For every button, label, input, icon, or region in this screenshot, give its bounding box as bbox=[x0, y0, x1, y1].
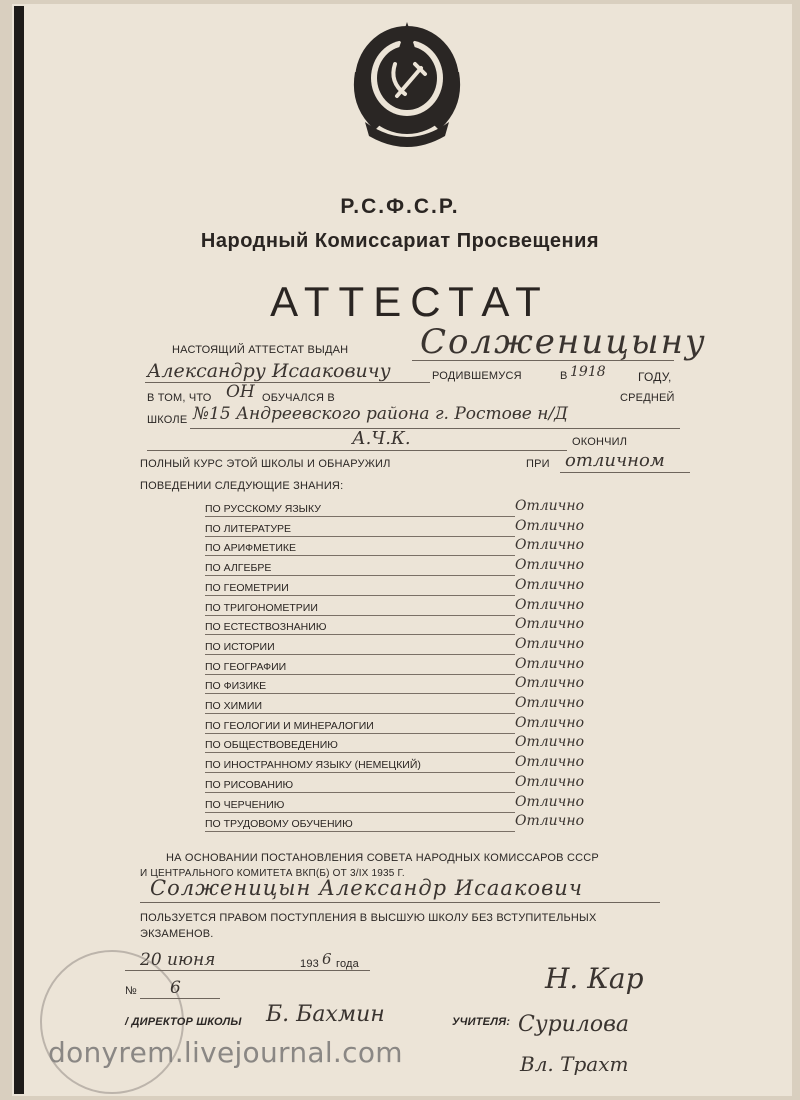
number-label: № bbox=[125, 985, 138, 997]
subject-grade: Отлично bbox=[515, 655, 585, 672]
subject-grade: Отлично bbox=[515, 695, 585, 711]
subject-name: ПО ТРИГОНОМЕТРИИ bbox=[205, 601, 318, 614]
subject-grade: Отлично bbox=[515, 596, 585, 613]
subject-grade: Отлично bbox=[515, 498, 585, 514]
conduct-grade: отличном bbox=[565, 450, 665, 471]
subject-grade: Отлично bbox=[515, 616, 585, 633]
basis-line-4: ЭКЗАМЕНОВ. bbox=[140, 928, 214, 940]
subject-grade: Отлично bbox=[515, 773, 585, 790]
subject-name: ПО ГЕОГРАФИИ bbox=[205, 660, 287, 673]
teacher-signature-3: Вл. Трахт bbox=[520, 1052, 629, 1076]
director-signature: Б. Бахмин bbox=[266, 1002, 385, 1027]
date-year-prefix: 193 bbox=[300, 958, 319, 970]
subject-grade: Отлично bbox=[515, 714, 585, 731]
teacher-signature-2: Сурилова bbox=[518, 1012, 630, 1037]
region: А.Ч.К. bbox=[352, 428, 411, 449]
teacher-signature-1: Н. Кар bbox=[545, 962, 644, 995]
subject-grade: Отлично bbox=[515, 557, 585, 574]
label-with: ПРИ bbox=[526, 458, 550, 470]
school-name: №15 Андреевского района г. Ростове н/Д bbox=[193, 404, 568, 424]
subject-name: ПО ИСТОРИИ bbox=[205, 640, 275, 653]
subject-name: ПО АРИФМЕТИКЕ bbox=[205, 542, 296, 555]
date-year-label: года bbox=[336, 958, 359, 970]
subject-grade: Отлично bbox=[515, 675, 585, 692]
subject-name: ПО РИСОВАНИЮ bbox=[205, 778, 294, 791]
subject-grade: Отлично bbox=[515, 635, 585, 652]
subject-grade: Отлично bbox=[515, 537, 585, 554]
subject-name: ПО ХИМИИ bbox=[205, 700, 263, 712]
subject-row bbox=[205, 815, 625, 835]
subject-name: ПО ИНОСТРАННОМУ ЯЗЫКУ (НЕМЕЦКИЙ) bbox=[205, 759, 421, 772]
subject-name: ПО ТРУДОВОМУ ОБУЧЕНИЮ bbox=[205, 818, 353, 831]
subject-name: ПО ОБЩЕСТВОВЕДЕНИЮ bbox=[205, 739, 338, 752]
label-knowledge: ПОВЕДЕНИИ СЛЕДУЮЩИЕ ЗНАНИЯ: bbox=[140, 480, 344, 492]
basis-line-1: НА ОСНОВАНИИ ПОСТАНОВЛЕНИЯ СОВЕТА НАРОДНЫХ КОМИССАРОВ СССР bbox=[166, 852, 599, 864]
subject-grade: Отлично bbox=[515, 754, 585, 771]
label-school: ШКОЛЕ bbox=[147, 414, 188, 426]
binding-edge bbox=[14, 6, 24, 1094]
recipient-surname: Солженицыну bbox=[420, 322, 707, 362]
subject-name: ПО ЧЕРЧЕНИЮ bbox=[205, 798, 285, 811]
subject-name: ПО ЕСТЕСТВОЗНАНИЮ bbox=[205, 621, 327, 634]
subject-name: ПО ЛИТЕРАТУРЕ bbox=[205, 522, 292, 535]
republic-heading: Р.С.Ф.С.Р. bbox=[340, 195, 460, 218]
subject-grade: Отлично bbox=[515, 734, 585, 751]
subject-name: ПО АЛГЕБРЕ bbox=[205, 562, 272, 575]
watermark: donyrem.livejournal.com bbox=[48, 1036, 403, 1069]
label-in: В bbox=[560, 370, 568, 382]
subject-name: ПО ГЕОМЕТРИИ bbox=[205, 581, 289, 594]
basis-line-2: И ЦЕНТРАЛЬНОГО КОМИТЕТА ВКП(Б) ОТ 3/IX 1935 Г. bbox=[140, 868, 405, 879]
document-title: АТТЕСТАТ bbox=[270, 278, 550, 325]
subject-name: ПО РУССКОМУ ЯЗЫКУ bbox=[205, 503, 321, 515]
date-day-month: 20 июня bbox=[140, 950, 216, 970]
label-born: РОДИВШЕМУСЯ bbox=[432, 370, 522, 382]
label-course: ПОЛНЫЙ КУРС ЭТОЙ ШКОЛЫ И ОБНАРУЖИЛ bbox=[140, 458, 391, 470]
teachers-label: УЧИТЕЛЯ: bbox=[452, 1016, 511, 1028]
basis-line-3: ПОЛЬЗУЕТСЯ ПРАВОМ ПОСТУПЛЕНИЯ В ВЫСШУЮ ШКОЛУ БЕЗ ВСТУПИТЕЛЬНЫХ bbox=[140, 912, 597, 924]
subject-name: ПО ФИЗИКЕ bbox=[205, 680, 267, 693]
director-label: / ДИРЕКТОР ШКОЛЫ bbox=[125, 1016, 242, 1028]
subject-grade: Отлично bbox=[515, 813, 585, 830]
ministry-heading: Народный Комиссариат Просвещения bbox=[200, 230, 600, 252]
subject-grade: Отлично bbox=[515, 517, 585, 534]
subject-grade: Отлично bbox=[515, 576, 585, 593]
subject-name: ПО ГЕОЛОГИИ И МИНЕРАЛОГИИ bbox=[205, 719, 374, 732]
recipient-name: Александру Исааковичу bbox=[147, 360, 391, 382]
label-studied: ОБУЧАЛСЯ В bbox=[262, 392, 335, 404]
full-name: Солженицын Александр Исаакович bbox=[150, 876, 583, 900]
rsfsr-emblem-icon bbox=[335, 12, 480, 157]
label-finished: ОКОНЧИЛ bbox=[572, 436, 628, 448]
label-year: ГОДУ, bbox=[638, 370, 672, 384]
pronoun: ОН bbox=[226, 382, 255, 402]
label-issued: НАСТОЯЩИЙ АТТЕСТАТ ВЫДАН bbox=[172, 344, 349, 356]
date-year-suffix: 6 bbox=[322, 950, 332, 968]
birth-year: 1918 bbox=[570, 364, 606, 380]
subject-grade: Отлично bbox=[515, 793, 585, 810]
number-value: 6 bbox=[170, 978, 181, 998]
label-that: В ТОМ, ЧТО bbox=[147, 392, 212, 404]
label-secondary: СРЕДНЕЙ bbox=[620, 392, 675, 404]
